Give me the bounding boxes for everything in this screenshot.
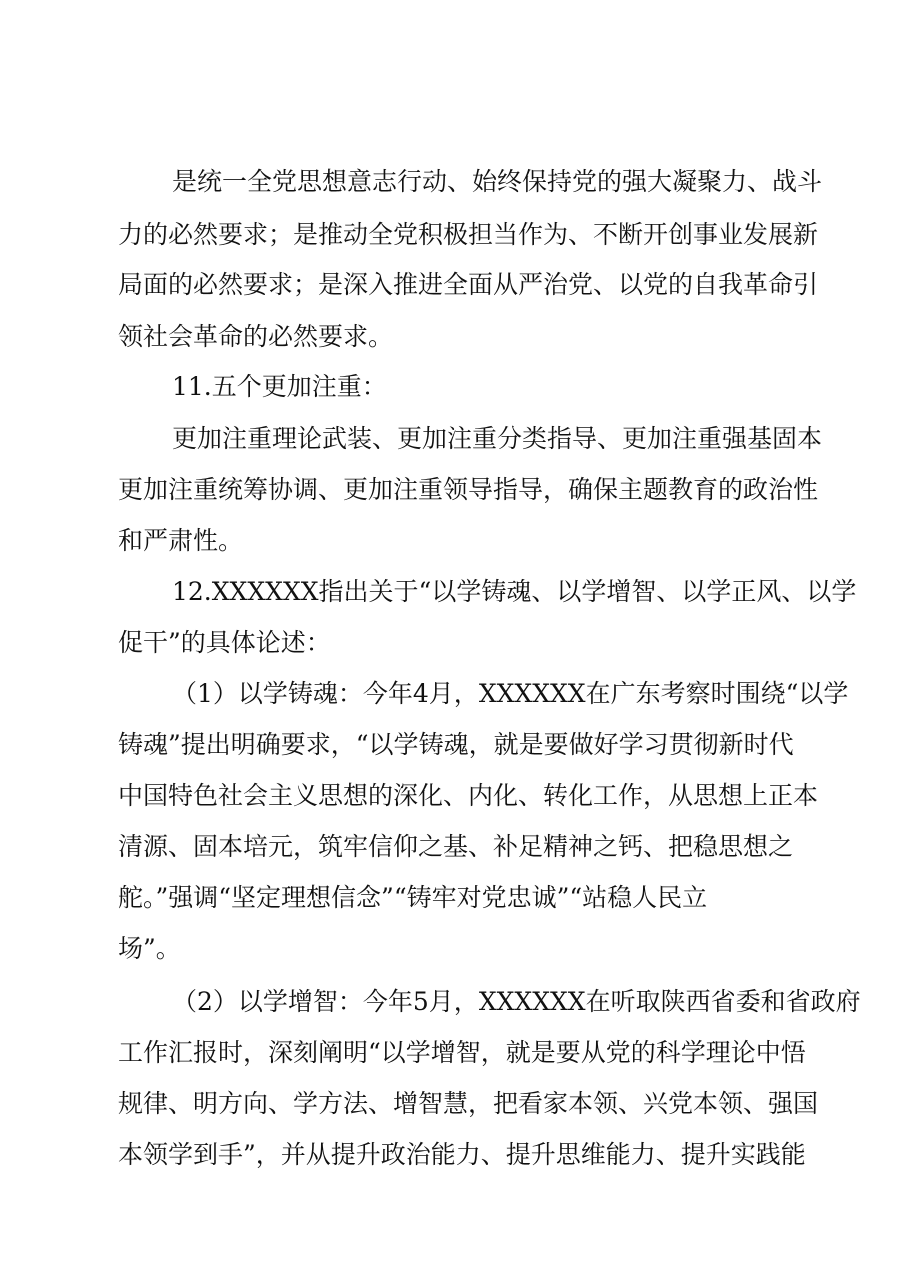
paragraph-line-7: 和严肃性。 (118, 526, 244, 555)
subitem-1-line-3: 中国特色社会主义思想的深化、内化、转化工作，从思想上正本 (118, 781, 819, 810)
subitem-1-line-4: 清源、固本培元，筑牢信仰之基、补足精神之钙、把稳思想之 (118, 832, 794, 861)
paragraph-line-5: 更加注重理论武装、更加注重分类指导、更加注重强基固本 (172, 424, 823, 453)
subitem-1-line-5: 舵。”强调“坚定理想信念”“铸牢对党忠诚”“站稳人民立 (118, 883, 708, 912)
paragraph-line-3: 局面的必然要求；是深入推进全面从严治党、以党的自我革命引 (118, 270, 819, 299)
list-item-heading-12: 12.XXXXXX指出关于“以学铸魂、以学增智、以学正风、以学 (172, 577, 857, 606)
paragraph-line-6: 更加注重统筹协调、更加注重领导指导，确保主题教育的政治性 (118, 475, 819, 504)
paragraph-line-1: 是统一全党思想意志行动、始终保持党的强大凝聚力、战斗 (172, 167, 823, 196)
subitem-1-line-2: 铸魂”提出明确要求，“以学铸魂，就是要做好学习贯彻新时代 (118, 730, 794, 759)
paragraph-line-4: 领社会革命的必然要求。 (118, 322, 394, 351)
subitem-2-line-4: 本领学到手”，并从提升政治能力、提升思维能力、提升实践能 (118, 1140, 806, 1169)
subitem-1-line-6: 场”。 (118, 934, 181, 963)
subitem-2-line-2: 工作汇报时，深刻阐明“以学增智，就是要从党的科学理论中悟 (118, 1038, 806, 1067)
subitem-2-line-3: 规律、明方向、学方法、增智慧，把看家本领、兴党本领、强国 (118, 1089, 819, 1118)
subitem-2-line-1: （2）以学增智：今年5月，XXXXXX在听取陕西省委和省政府 (172, 987, 861, 1016)
list-item-heading-11: 11.五个更加注重： (172, 372, 387, 401)
paragraph-line-2: 力的必然要求；是推动全党积极担当作为、不断开创事业发展新 (118, 220, 819, 249)
subitem-1-line-1: （1）以学铸魂：今年4月，XXXXXX在广东考察时围绕“以学 (172, 679, 849, 708)
paragraph-line-8: 促干”的具体论述： (118, 628, 331, 657)
